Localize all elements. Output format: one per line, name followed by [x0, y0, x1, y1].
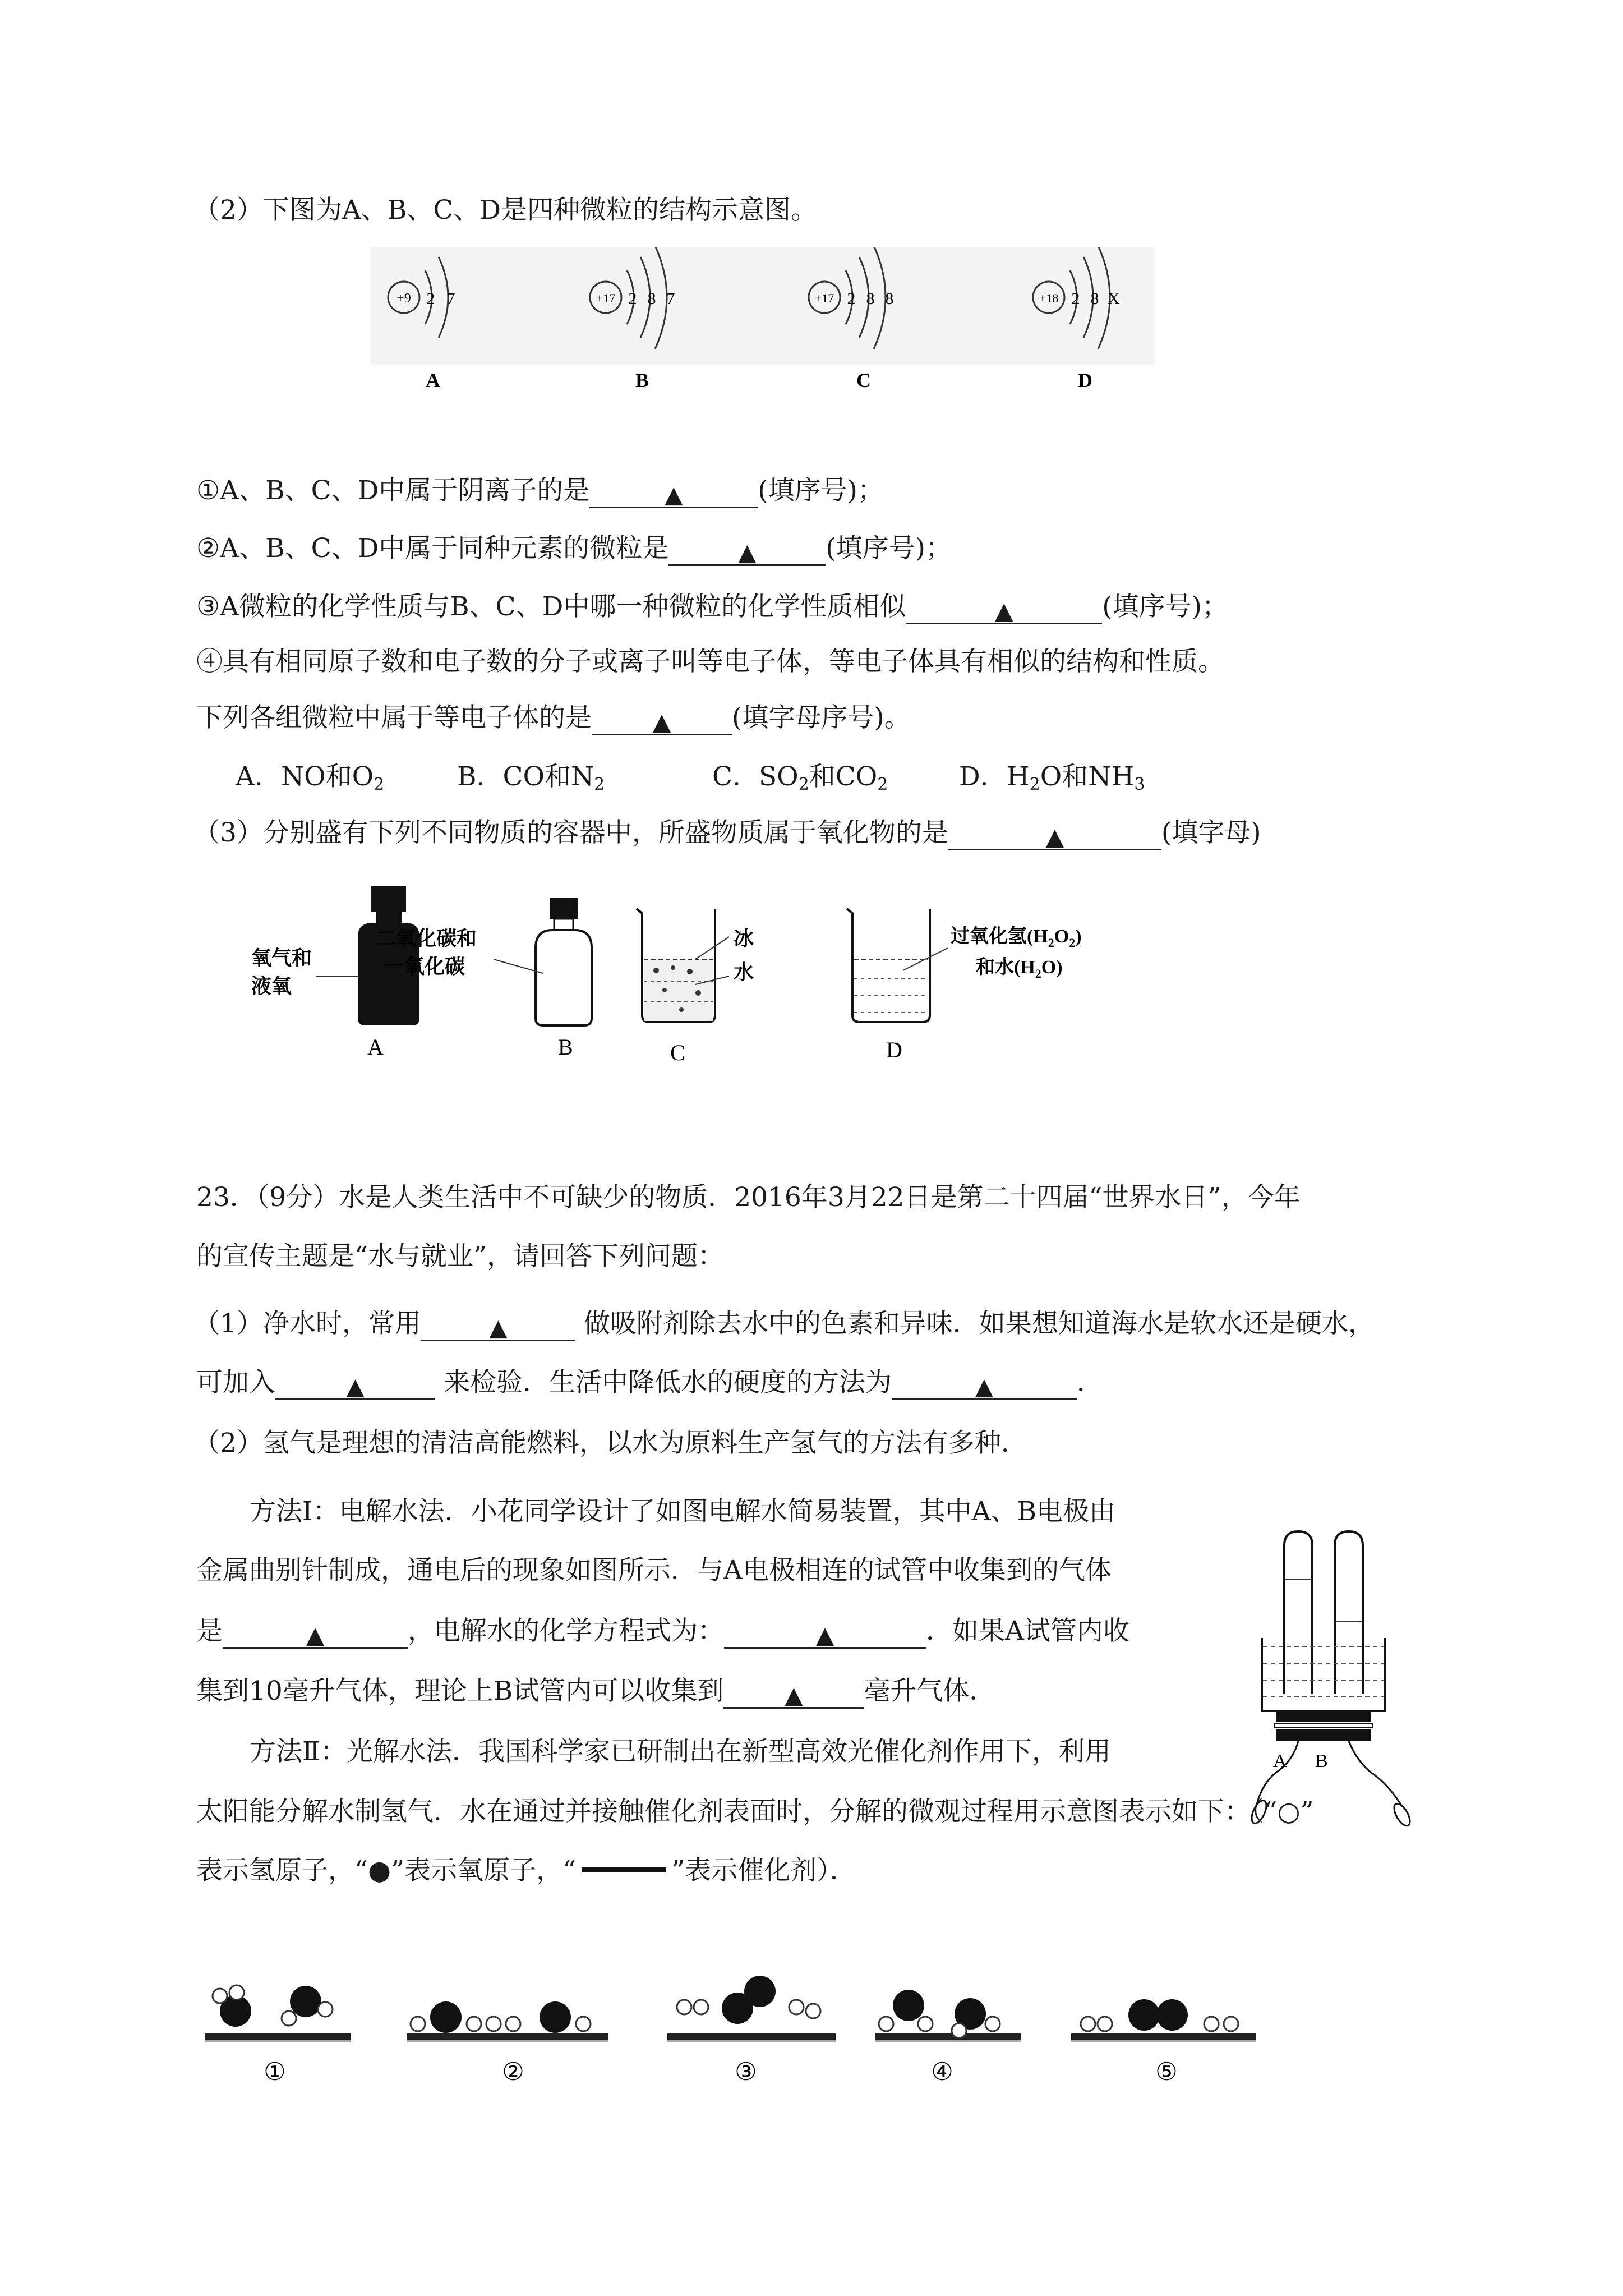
- option-c[interactable]: C．$SO_2$和$CO_2$: [712, 761, 888, 794]
- answer-mark: ▲: [975, 1373, 994, 1400]
- electrode-b-label: B: [1315, 1751, 1328, 1772]
- q23-line2: 的宣传主题是“水与就业”，请回答下列问题：: [196, 1241, 725, 1272]
- step-3-label: ③: [735, 2058, 757, 2086]
- atom-a-label: A: [426, 369, 440, 392]
- method1-line2: 金属曲别针制成，通电后的现象如图所示．与A电极相连的试管中收集到的气体: [196, 1555, 1112, 1586]
- container-d-label: D: [886, 1037, 902, 1062]
- answer-mark: ▲: [652, 708, 671, 735]
- containers-figure: [247, 875, 1166, 1077]
- answer-blank-4[interactable]: [592, 705, 732, 735]
- container-b-text2: 一氧化碳: [384, 955, 465, 978]
- answer-mark: ▲: [489, 1314, 508, 1341]
- q22-sub1: ①A、B、C、D中属于阴离子的是 ▲ (填序号)；: [196, 475, 884, 508]
- q23-part1-line1: （1）净水时，常用 ▲ 做吸附剂除去水中的色素和异味．如果想知道海水是软水还是硬水，: [193, 1308, 1375, 1341]
- atom-diagrams: [370, 247, 1155, 404]
- answer-blank-2[interactable]: [668, 535, 826, 566]
- option-d[interactable]: D．$H_2O$和$NH_3$: [959, 761, 1145, 794]
- step-1: [205, 1985, 351, 2086]
- shell-b-1: 2: [628, 289, 637, 308]
- electrolysis-apparatus: [1251, 1526, 1436, 1829]
- container-b-label: B: [558, 1034, 573, 1060]
- answer-mark: ▲: [665, 481, 683, 508]
- beaker-d: [847, 909, 930, 1022]
- nucleus-b-charge: +17: [596, 291, 616, 305]
- q22-part3: （3）分别盛有下列不同物质的容器中，所盛物质属于氧化物的是 ▲ (填字母): [193, 817, 1261, 850]
- step-5-label: ⑤: [1155, 2058, 1178, 2086]
- answer-blank-8[interactable]: [892, 1369, 1077, 1400]
- method2-line1: 方法Ⅱ：光解水法．我国科学家已研制出在新型高效光催化剂作用下，利用: [250, 1736, 1111, 1767]
- catalyst-legend-bar: [582, 1867, 666, 1872]
- answer-blank-5[interactable]: [948, 820, 1161, 850]
- container-d-text1: 过氧化氢$(H_2O_2)$: [951, 926, 1082, 950]
- shell-c-2: 8: [866, 289, 875, 308]
- container-a-text2: 液氧: [251, 975, 292, 997]
- step-1-label: ①: [264, 2058, 286, 2086]
- answer-blank-10[interactable]: [724, 1618, 926, 1649]
- option-a[interactable]: A．NO和$O_2$: [236, 761, 385, 794]
- answer-mark: ▲: [1045, 823, 1064, 850]
- test-tube-a: [1284, 1531, 1312, 1694]
- shell-c-1: 2: [847, 289, 856, 308]
- shell-b-2: 8: [647, 289, 656, 308]
- photolysis-steps: [196, 1952, 1284, 2098]
- q22-sub2: ②A、B、C、D中属于同种元素的微粒是 ▲ (填序号)；: [196, 533, 952, 566]
- shell-d-3: X: [1108, 289, 1120, 308]
- shell-a-1: 2: [426, 289, 435, 308]
- shell-c-3: 8: [885, 289, 894, 308]
- step-4: [875, 1990, 1021, 2086]
- answer-blank-9[interactable]: [223, 1618, 408, 1649]
- q23-line1: 23．（9分）水是人类生活中不可缺少的物质．2016年3月22日是第二十四届“世界水日”，今年: [196, 1182, 1301, 1213]
- beaker-c: [637, 909, 715, 1022]
- step-4-label: ④: [931, 2058, 953, 2086]
- answer-blank-6[interactable]: [421, 1310, 575, 1341]
- answer-mark: ▲: [346, 1373, 365, 1400]
- test-tube-b: [1335, 1531, 1363, 1694]
- answer-blank-1[interactable]: [589, 477, 758, 508]
- shell-a-2: 7: [446, 289, 455, 308]
- step-2: [407, 2001, 608, 2086]
- shell-b-3: 7: [666, 289, 675, 308]
- step-5: [1071, 1999, 1256, 2086]
- answer-mark: ▲: [738, 539, 757, 566]
- bottle-b: [536, 898, 592, 1025]
- part2-intro: （2）下图为A、B、C、D是四种微粒的结构示意图。: [193, 195, 818, 226]
- container-d-text2: 和水$(H_2O)$: [976, 957, 1063, 981]
- electrode-a-label: A: [1273, 1751, 1287, 1772]
- method2-line2: 太阳能分解水制氢气．水在通过并接触催化剂表面时，分解的微观过程用示意图表示如下：（“○”: [196, 1796, 1314, 1827]
- q22-sub3: ③A微粒的化学性质与B、C、D中哪一种微粒的化学性质相似 ▲ (填序号)；: [196, 591, 1228, 624]
- shell-d-2: 8: [1090, 289, 1099, 308]
- nucleus-d-charge: +18: [1039, 291, 1059, 305]
- shell-d-1: 2: [1071, 289, 1080, 308]
- method1-line1: 方法Ⅰ：电解水法．小花同学设计了如图电解水简易装置，其中A、B电极由: [250, 1496, 1116, 1527]
- container-c-text1: 冰: [734, 927, 754, 950]
- q23-part1-line2: 可加入 ▲ 来检验．生活中降低水的硬度的方法为 ▲ ．: [196, 1367, 1103, 1400]
- answer-mark: ▲: [306, 1621, 325, 1649]
- method1-line3: 是 ▲ ，电解水的化学方程式为： ▲ ．如果A试管内收: [196, 1616, 1129, 1649]
- step-2-label: ②: [502, 2058, 524, 2086]
- option-b[interactable]: B．CO和$N_2$: [457, 761, 605, 794]
- answer-blank-11[interactable]: [723, 1678, 864, 1709]
- atom-c-label: C: [856, 369, 871, 392]
- container-b-text1: 二氧化碳和: [376, 927, 477, 950]
- container-a-label: A: [367, 1034, 384, 1060]
- answer-blank-7[interactable]: [275, 1369, 435, 1400]
- container-a-text1: 氧气和: [251, 947, 312, 969]
- atom-b-label: B: [635, 369, 649, 392]
- answer-blank-3[interactable]: [906, 593, 1102, 624]
- nucleus-a-charge: +9: [396, 291, 411, 306]
- step-3: [667, 1976, 836, 2086]
- answer-mark: ▲: [785, 1681, 803, 1709]
- nucleus-c-charge: +17: [814, 291, 834, 305]
- container-c-label: C: [670, 1040, 685, 1065]
- diagram-background: [370, 247, 1155, 365]
- container-c-text2: 水: [734, 961, 754, 983]
- water-trough: [1262, 1638, 1385, 1711]
- method1-line4: 集到10毫升气体，理论上B试管内可以收集到 ▲ 毫升气体．: [196, 1676, 996, 1709]
- answer-mark: ▲: [815, 1621, 834, 1649]
- q22-sub4-line2: 下列各组微粒中属于等电子体的是 ▲ (填字母序号)。: [196, 702, 911, 735]
- atom-d-label: D: [1078, 369, 1092, 392]
- answer-mark: ▲: [995, 597, 1013, 624]
- q22-sub4-line1: ④具有相同原子数和电子数的分子或离子叫等电子体，等电子体具有相似的结构和性质。: [196, 646, 1224, 677]
- q23-part2: （2）氢气是理想的清洁高能燃料，以水为原料生产氢气的方法有多种．: [193, 1428, 1027, 1458]
- method2-line3: 表示氢原子，“●”表示氧原子，“ ”表示催化剂）．: [196, 1855, 856, 1886]
